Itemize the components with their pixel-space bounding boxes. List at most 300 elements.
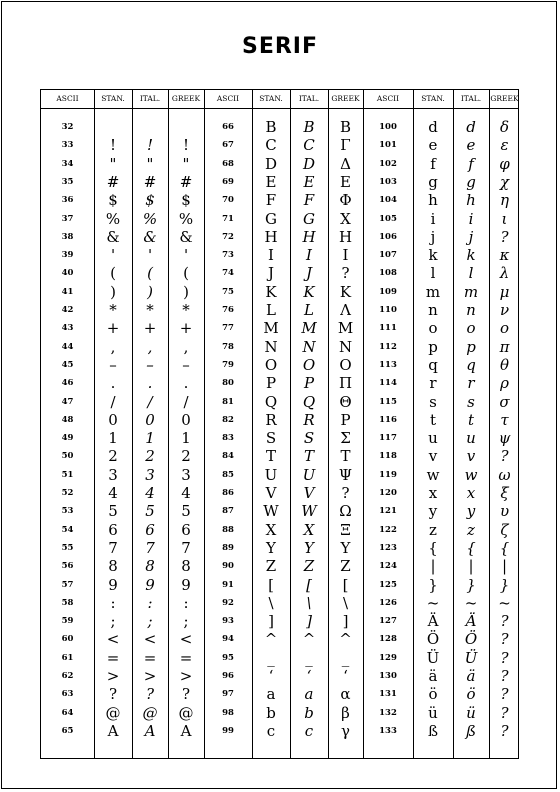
- greek-glyph: φ: [499, 154, 510, 173]
- greek-glyph: ': [183, 246, 189, 265]
- column-divider: [328, 90, 329, 758]
- greek-glyph: ?: [500, 630, 509, 649]
- ascii-code: 41: [61, 286, 74, 297]
- greek-glyph: ^: [339, 630, 352, 649]
- stan-glyph: R: [265, 410, 277, 429]
- stan-glyph: z: [429, 520, 437, 539]
- ital-glyph: (: [147, 264, 153, 283]
- greek-glyph: =: [179, 648, 193, 667]
- greek-glyph: ν: [499, 301, 510, 319]
- ital-glyph: v: [466, 447, 476, 466]
- ascii-code: 54: [61, 524, 74, 535]
- ital-glyph: K: [303, 282, 315, 301]
- ital-glyph: Ä: [465, 612, 477, 631]
- ascii-code: 123: [379, 542, 397, 553]
- greek-glyph: (: [183, 264, 189, 283]
- ital-glyph: 1: [145, 429, 155, 448]
- ascii-code: 88: [222, 524, 234, 535]
- ital-glyph: w: [464, 465, 478, 484]
- greek-glyph: Ψ: [338, 465, 353, 484]
- ascii-code: 116: [379, 414, 397, 425]
- ital-glyph: \: [306, 593, 312, 612]
- stan-glyph: W: [263, 502, 279, 521]
- stan-glyph: e: [428, 136, 438, 155]
- ital-glyph: A: [144, 721, 156, 740]
- stan-glyph: ,: [110, 337, 116, 356]
- column-divider: [94, 90, 95, 758]
- ital-glyph: D: [302, 154, 316, 173]
- ascii-code: 96: [222, 671, 234, 681]
- greek-glyph: ?: [500, 447, 509, 466]
- greek-glyph: 7: [181, 538, 191, 557]
- greek-glyph: 5: [181, 502, 191, 521]
- greek-glyph: 0: [181, 410, 191, 429]
- greek-glyph: –: [182, 355, 190, 374]
- ital-glyph: C: [303, 136, 315, 155]
- ascii-code: 101: [379, 140, 397, 151]
- stan-glyph: 0: [108, 410, 118, 429]
- column-header: ASCII: [376, 94, 400, 103]
- ital-glyph: 0: [145, 410, 155, 429]
- greek-glyph: κ: [499, 246, 510, 265]
- ascii-code: 52: [61, 488, 74, 498]
- greek-glyph: I: [342, 246, 349, 265]
- greek-glyph: ": [182, 154, 190, 173]
- greek-glyph: K: [339, 282, 352, 301]
- ascii-code: 58: [61, 597, 74, 608]
- stan-glyph: %: [105, 209, 121, 228]
- greek-glyph: }: [499, 575, 510, 594]
- ascii-code: 77: [222, 323, 234, 334]
- ital-glyph: 8: [145, 557, 155, 576]
- column-header: STAN.: [259, 94, 283, 103]
- ital-glyph: .: [147, 374, 153, 393]
- ascii-code: 125: [379, 579, 397, 590]
- stan-glyph: r: [429, 374, 437, 393]
- ital-glyph: ä: [466, 667, 476, 685]
- stan-glyph: 2: [108, 447, 118, 466]
- stan-glyph: C: [265, 136, 277, 155]
- ital-glyph: U: [302, 465, 316, 484]
- greek-glyph: 8: [181, 557, 191, 576]
- ital-glyph: {: [466, 538, 476, 557]
- stan-glyph: <: [106, 630, 120, 649]
- ital-glyph: ]: [306, 612, 312, 631]
- stan-glyph: L: [266, 301, 276, 319]
- ascii-code: 108: [379, 268, 397, 279]
- ascii-code: 95: [222, 652, 234, 663]
- ascii-code: 127: [379, 616, 397, 627]
- greek-glyph: *: [182, 301, 190, 319]
- ital-glyph: F: [303, 191, 315, 210]
- stan-glyph: I: [268, 246, 274, 265]
- ascii-code: 70: [222, 195, 234, 206]
- ascii-code: 69: [222, 176, 234, 187]
- stan-glyph: u: [428, 429, 438, 448]
- greek-glyph: ε: [500, 136, 509, 155]
- greek-glyph: O: [339, 355, 352, 374]
- greek-glyph: γ: [341, 721, 350, 740]
- ascii-code: 114: [379, 378, 397, 389]
- ascii-code: 128: [379, 634, 397, 645]
- ascii-code: 126: [379, 597, 397, 608]
- ital-glyph: h: [466, 191, 476, 210]
- greek-glyph: ι: [501, 209, 508, 228]
- column-header: STAN.: [101, 94, 125, 103]
- ascii-code: 39: [61, 250, 74, 261]
- stan-glyph: q: [428, 355, 438, 374]
- greek-glyph: ;: [183, 612, 189, 631]
- ital-glyph: <: [143, 630, 157, 649]
- greek-glyph: α: [340, 685, 351, 704]
- greek-glyph: τ: [500, 410, 509, 429]
- ital-glyph: l: [468, 264, 474, 283]
- greek-glyph: &: [179, 227, 193, 246]
- ascii-code: 78: [222, 341, 234, 352]
- ascii-code: 53: [61, 506, 74, 517]
- ital-glyph: J: [305, 264, 312, 283]
- ascii-code: 65: [61, 725, 74, 736]
- stan-glyph: h: [428, 191, 438, 210]
- stan-glyph: i: [430, 209, 436, 228]
- ital-glyph: g: [466, 172, 476, 191]
- ital-glyph: 2: [145, 447, 155, 466]
- ital-glyph: s: [467, 392, 475, 411]
- stan-glyph: 5: [108, 502, 118, 521]
- greek-glyph: ,: [183, 337, 189, 356]
- ascii-code: 133: [379, 725, 397, 736]
- ascii-code: 107: [379, 250, 397, 261]
- column-divider: [413, 90, 414, 758]
- stan-glyph: ‘: [268, 667, 274, 685]
- stan-glyph: N: [264, 337, 278, 356]
- ascii-code: 63: [61, 689, 74, 700]
- ital-glyph: t: [467, 410, 475, 429]
- ascii-code: 62: [61, 671, 74, 681]
- greek-glyph: ?: [500, 227, 509, 246]
- ascii-code: 111: [379, 323, 397, 334]
- greek-glyph: ?: [500, 721, 509, 740]
- greek-glyph: +: [179, 319, 193, 338]
- ital-glyph: 4: [145, 484, 155, 502]
- ital-glyph: Y: [304, 538, 314, 557]
- ascii-code: 106: [379, 231, 397, 242]
- stan-glyph: O: [264, 355, 278, 374]
- stan-glyph: Z: [265, 557, 277, 576]
- greek-glyph: θ: [499, 355, 510, 374]
- ascii-code: 46: [61, 378, 74, 389]
- greek-glyph: /: [183, 392, 189, 411]
- ital-glyph: ): [147, 282, 153, 301]
- greek-glyph: λ: [499, 264, 510, 283]
- column-header: STAN.: [421, 94, 445, 103]
- ital-glyph: y: [466, 502, 476, 521]
- ital-glyph: d: [466, 118, 476, 136]
- column-header: GREEK: [331, 94, 360, 103]
- ascii-code: 112: [379, 341, 397, 352]
- ascii-code: 72: [222, 231, 234, 242]
- ital-glyph: X: [303, 520, 315, 539]
- greek-glyph: $: [181, 191, 191, 210]
- ascii-code: 76: [222, 305, 234, 315]
- ital-glyph: T: [303, 447, 314, 466]
- greek-glyph: Δ: [340, 154, 351, 173]
- stan-glyph: U: [264, 465, 278, 484]
- greek-glyph: χ: [499, 172, 510, 191]
- ital-glyph: S: [303, 429, 315, 448]
- stan-glyph: Q: [264, 392, 278, 411]
- ital-glyph: –: [146, 355, 154, 374]
- ascii-code: 80: [222, 378, 234, 389]
- greek-glyph: Φ: [339, 191, 352, 210]
- ital-glyph: :: [147, 593, 153, 612]
- stan-glyph: *: [109, 301, 117, 319]
- ital-glyph: I: [306, 246, 312, 265]
- stan-glyph: G: [265, 209, 277, 228]
- stan-glyph: #: [106, 172, 120, 191]
- greek-glyph: υ: [499, 502, 510, 521]
- greek-glyph: ~: [498, 593, 511, 612]
- ascii-code: 35: [61, 176, 74, 187]
- ascii-code: 99: [222, 725, 234, 736]
- ascii-code: 122: [379, 524, 397, 535]
- stan-glyph: l: [430, 264, 436, 283]
- greek-glyph: η: [500, 191, 509, 210]
- stan-glyph: ü: [428, 703, 438, 722]
- greek-glyph: >: [179, 667, 193, 685]
- table-header: [41, 90, 518, 109]
- greek-glyph: Π: [338, 374, 353, 393]
- stan-glyph: \: [268, 593, 274, 612]
- ital-glyph: z: [467, 520, 475, 539]
- greek-glyph: δ: [499, 118, 510, 136]
- ital-glyph: m: [463, 282, 479, 301]
- ital-glyph: ‘: [306, 667, 312, 685]
- ital-glyph: q: [466, 355, 476, 374]
- ascii-code: 81: [222, 396, 234, 407]
- greek-glyph: 9: [181, 575, 191, 594]
- ital-glyph: b: [304, 703, 314, 722]
- column-divider: [132, 90, 133, 758]
- greek-glyph: Ω: [339, 502, 352, 521]
- greek-glyph: !: [182, 136, 190, 155]
- ital-glyph: M: [301, 319, 317, 338]
- ascii-code: 51: [61, 469, 74, 480]
- ital-glyph: ^: [302, 630, 316, 649]
- greek-glyph: Z: [340, 557, 351, 576]
- stan-glyph: !: [109, 136, 117, 155]
- ital-glyph: e: [466, 136, 476, 155]
- ascii-code: 104: [379, 195, 397, 206]
- stan-glyph: [94, 118, 132, 136]
- greek-glyph: #: [179, 172, 193, 191]
- ascii-code: 105: [379, 213, 397, 224]
- ital-glyph: c: [304, 721, 314, 740]
- ascii-code: 79: [222, 359, 234, 370]
- ascii-code: 120: [379, 488, 397, 498]
- ital-glyph: L: [304, 301, 314, 319]
- stan-glyph: a: [266, 685, 276, 704]
- ascii-code: 40: [61, 268, 74, 279]
- ascii-code: 61: [61, 652, 74, 663]
- ital-glyph: [132, 118, 168, 136]
- greek-glyph: 1: [181, 429, 191, 448]
- ascii-code: 103: [379, 176, 397, 187]
- greek-glyph: T: [340, 447, 351, 466]
- stan-glyph: p: [428, 337, 438, 356]
- column-header: ITAL.: [298, 94, 320, 103]
- ascii-code: 33: [61, 140, 74, 151]
- stan-glyph: c: [266, 721, 276, 740]
- ascii-code: 43: [61, 323, 74, 334]
- ascii-code: 47: [61, 396, 74, 407]
- ascii-code: 118: [379, 451, 397, 462]
- ascii-code: 36: [61, 195, 74, 206]
- greek-glyph: Γ: [340, 136, 351, 155]
- ital-glyph: i: [468, 209, 474, 228]
- ital-glyph: !: [146, 136, 154, 155]
- ascii-code: 82: [222, 414, 234, 425]
- greek-glyph: H: [338, 227, 353, 246]
- stan-glyph: T: [265, 447, 276, 466]
- stan-glyph: A: [107, 721, 119, 740]
- stan-glyph: ": [109, 154, 117, 173]
- greek-glyph: 6: [181, 520, 191, 539]
- ascii-code: 131: [379, 689, 397, 700]
- greek-glyph: [168, 118, 204, 136]
- stan-glyph: D: [264, 154, 278, 173]
- stan-glyph: 7: [108, 538, 118, 557]
- stan-glyph: 3: [108, 465, 118, 484]
- greek-glyph: [: [342, 575, 349, 594]
- greek-glyph: σ: [499, 392, 510, 411]
- ital-glyph: W: [301, 502, 317, 521]
- greek-glyph: E: [340, 172, 351, 191]
- stan-glyph: F: [265, 191, 277, 210]
- greek-glyph: .: [183, 374, 189, 393]
- ascii-code: 50: [61, 451, 74, 462]
- stan-glyph: n: [428, 301, 438, 319]
- column-divider: [252, 90, 253, 758]
- stan-glyph: d: [428, 118, 438, 136]
- greek-glyph: 4: [181, 484, 191, 502]
- ital-glyph: V: [303, 484, 315, 502]
- stan-glyph: V: [265, 484, 277, 502]
- greek-glyph: ρ: [500, 374, 509, 393]
- ascii-code: 98: [222, 707, 234, 718]
- ascii-code: 37: [61, 213, 74, 224]
- column-header: GREEK: [490, 94, 519, 103]
- ital-glyph: _: [305, 648, 313, 667]
- stan-glyph: b: [266, 703, 276, 722]
- column-header: ASCII: [216, 94, 240, 103]
- ascii-code: 84: [222, 451, 234, 462]
- greek-glyph: Θ: [339, 392, 352, 411]
- ascii-code: 109: [379, 286, 397, 297]
- greek-glyph: ?: [181, 685, 191, 704]
- ascii-code: 60: [61, 634, 74, 645]
- stan-glyph: B: [265, 118, 277, 136]
- ascii-code: 97: [222, 689, 234, 700]
- stan-glyph: 9: [108, 575, 118, 594]
- greek-glyph: {: [499, 538, 510, 557]
- ascii-code: 71: [222, 213, 234, 224]
- ascii-code: 119: [379, 469, 397, 480]
- ascii-code: 110: [379, 305, 397, 315]
- ascii-code: 75: [222, 286, 234, 297]
- stan-glyph: @: [105, 703, 121, 722]
- stan-glyph: :: [110, 593, 116, 612]
- stan-glyph: ): [110, 282, 116, 301]
- ital-glyph: 3: [145, 465, 155, 484]
- greek-glyph: ?: [500, 703, 509, 722]
- greek-glyph: @: [178, 703, 194, 722]
- column-header: ASCII: [56, 94, 79, 103]
- column-divider: [453, 90, 454, 758]
- ital-glyph: R: [303, 410, 315, 429]
- stan-glyph: v: [428, 447, 438, 466]
- greek-glyph: Λ: [340, 301, 351, 319]
- stan-glyph: s: [429, 392, 437, 411]
- ital-glyph: H: [302, 227, 316, 246]
- greek-glyph: ?: [500, 648, 509, 667]
- ital-glyph: Ü: [464, 648, 478, 667]
- stan-glyph: K: [265, 282, 277, 301]
- ital-glyph: #: [143, 172, 157, 191]
- greek-glyph: A: [180, 721, 192, 740]
- greek-glyph: ψ: [498, 429, 511, 448]
- greek-glyph: β: [341, 703, 350, 722]
- ascii-code: 132: [379, 707, 397, 718]
- ascii-code: 85: [222, 469, 234, 480]
- column-divider: [489, 90, 490, 758]
- stan-glyph: +: [106, 319, 120, 338]
- ital-glyph: G: [303, 209, 315, 228]
- stan-glyph: o: [428, 319, 438, 338]
- ital-glyph: 5: [145, 502, 155, 521]
- stan-glyph: ?: [108, 685, 118, 704]
- ascii-code: 68: [222, 158, 234, 169]
- stan-glyph: ä: [428, 667, 438, 685]
- ital-glyph: ': [147, 246, 153, 265]
- ascii-code: 32: [61, 122, 74, 132]
- greek-glyph: |: [501, 557, 508, 576]
- ital-glyph: Ö: [464, 630, 478, 649]
- ascii-code: 57: [61, 579, 74, 590]
- stan-glyph: P: [265, 374, 277, 393]
- greek-glyph: :: [183, 593, 189, 612]
- ital-glyph: *: [146, 301, 154, 319]
- greek-glyph: μ: [499, 282, 510, 301]
- ascii-code: 124: [379, 561, 397, 572]
- stan-glyph: j: [430, 227, 436, 246]
- ascii-code: 115: [379, 396, 397, 407]
- stan-glyph: f: [430, 154, 436, 173]
- ital-glyph: [: [306, 575, 312, 594]
- ital-glyph: j: [468, 227, 474, 246]
- table-body: [41, 109, 518, 758]
- ital-glyph: f: [468, 154, 474, 173]
- ital-glyph: =: [143, 648, 157, 667]
- ital-glyph: |: [468, 557, 474, 576]
- ital-glyph: p: [466, 337, 476, 356]
- greek-glyph: ?: [341, 264, 350, 283]
- greek-glyph: ξ: [500, 484, 509, 502]
- greek-glyph: 3: [181, 465, 191, 484]
- ascii-code: 34: [61, 158, 74, 169]
- ital-glyph: ;: [147, 612, 153, 631]
- ital-glyph: /: [147, 392, 153, 411]
